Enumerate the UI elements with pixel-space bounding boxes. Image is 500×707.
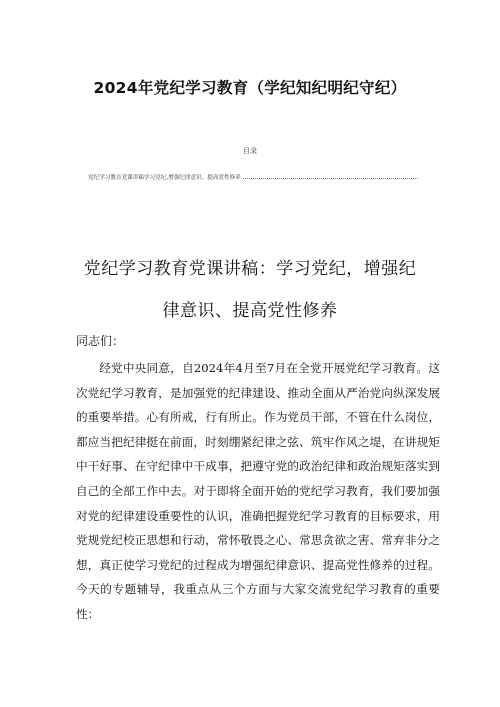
toc-entry-label: 党纪学习教育党课讲稿学习党纪,增强纪律意识、提高党性修养 [88,175,241,181]
toc-entry[interactable] [88,173,418,181]
speech-title-line-2: 律意识、提高党性修养 [162,301,338,321]
speech-title-line-1: 党纪学习教育党课讲稿：学习党纪，增强纪 [83,259,417,279]
document-title: 2024年党纪学习教育（学纪知纪明纪守纪） [93,79,407,97]
toc-dot-leader [243,173,418,179]
toc-heading: 目录 [243,147,257,155]
body-paragraph: 经党中央同意，自2024年4月至7月在全党开展党纪学习教育。这次党纪学习教育，是加强党的纪律建设、推动全面从严治党向纵深发展的重要举措。心有所戒，行有所止。作为党员干部，不管在什么岗位，都应当把纪律挺在前面，时刻绷紧纪律之弦、筑牢作风之堤，在讲规矩中干好事、在守纪律中干成事，把遵守党的政治纪律和政治规矩落实到自己的全部工作中去。对于即将全面开始的党纪学习教育，我们要加强对党的纪律建设重要性的认识，准确把握党纪学习教育的目标要求，用党规党纪校正思想和行动，常怀敬畏之心、常思贪欲之害、常弃非分之想，真正使学习党纪的过程成为增强纪律意识、提高党性修养的过程。今天的专题辅导，我重点从三个方面与大家交流党纪学习教育的重要性： [76,361,440,621]
salutation: 同志们： [76,334,125,348]
